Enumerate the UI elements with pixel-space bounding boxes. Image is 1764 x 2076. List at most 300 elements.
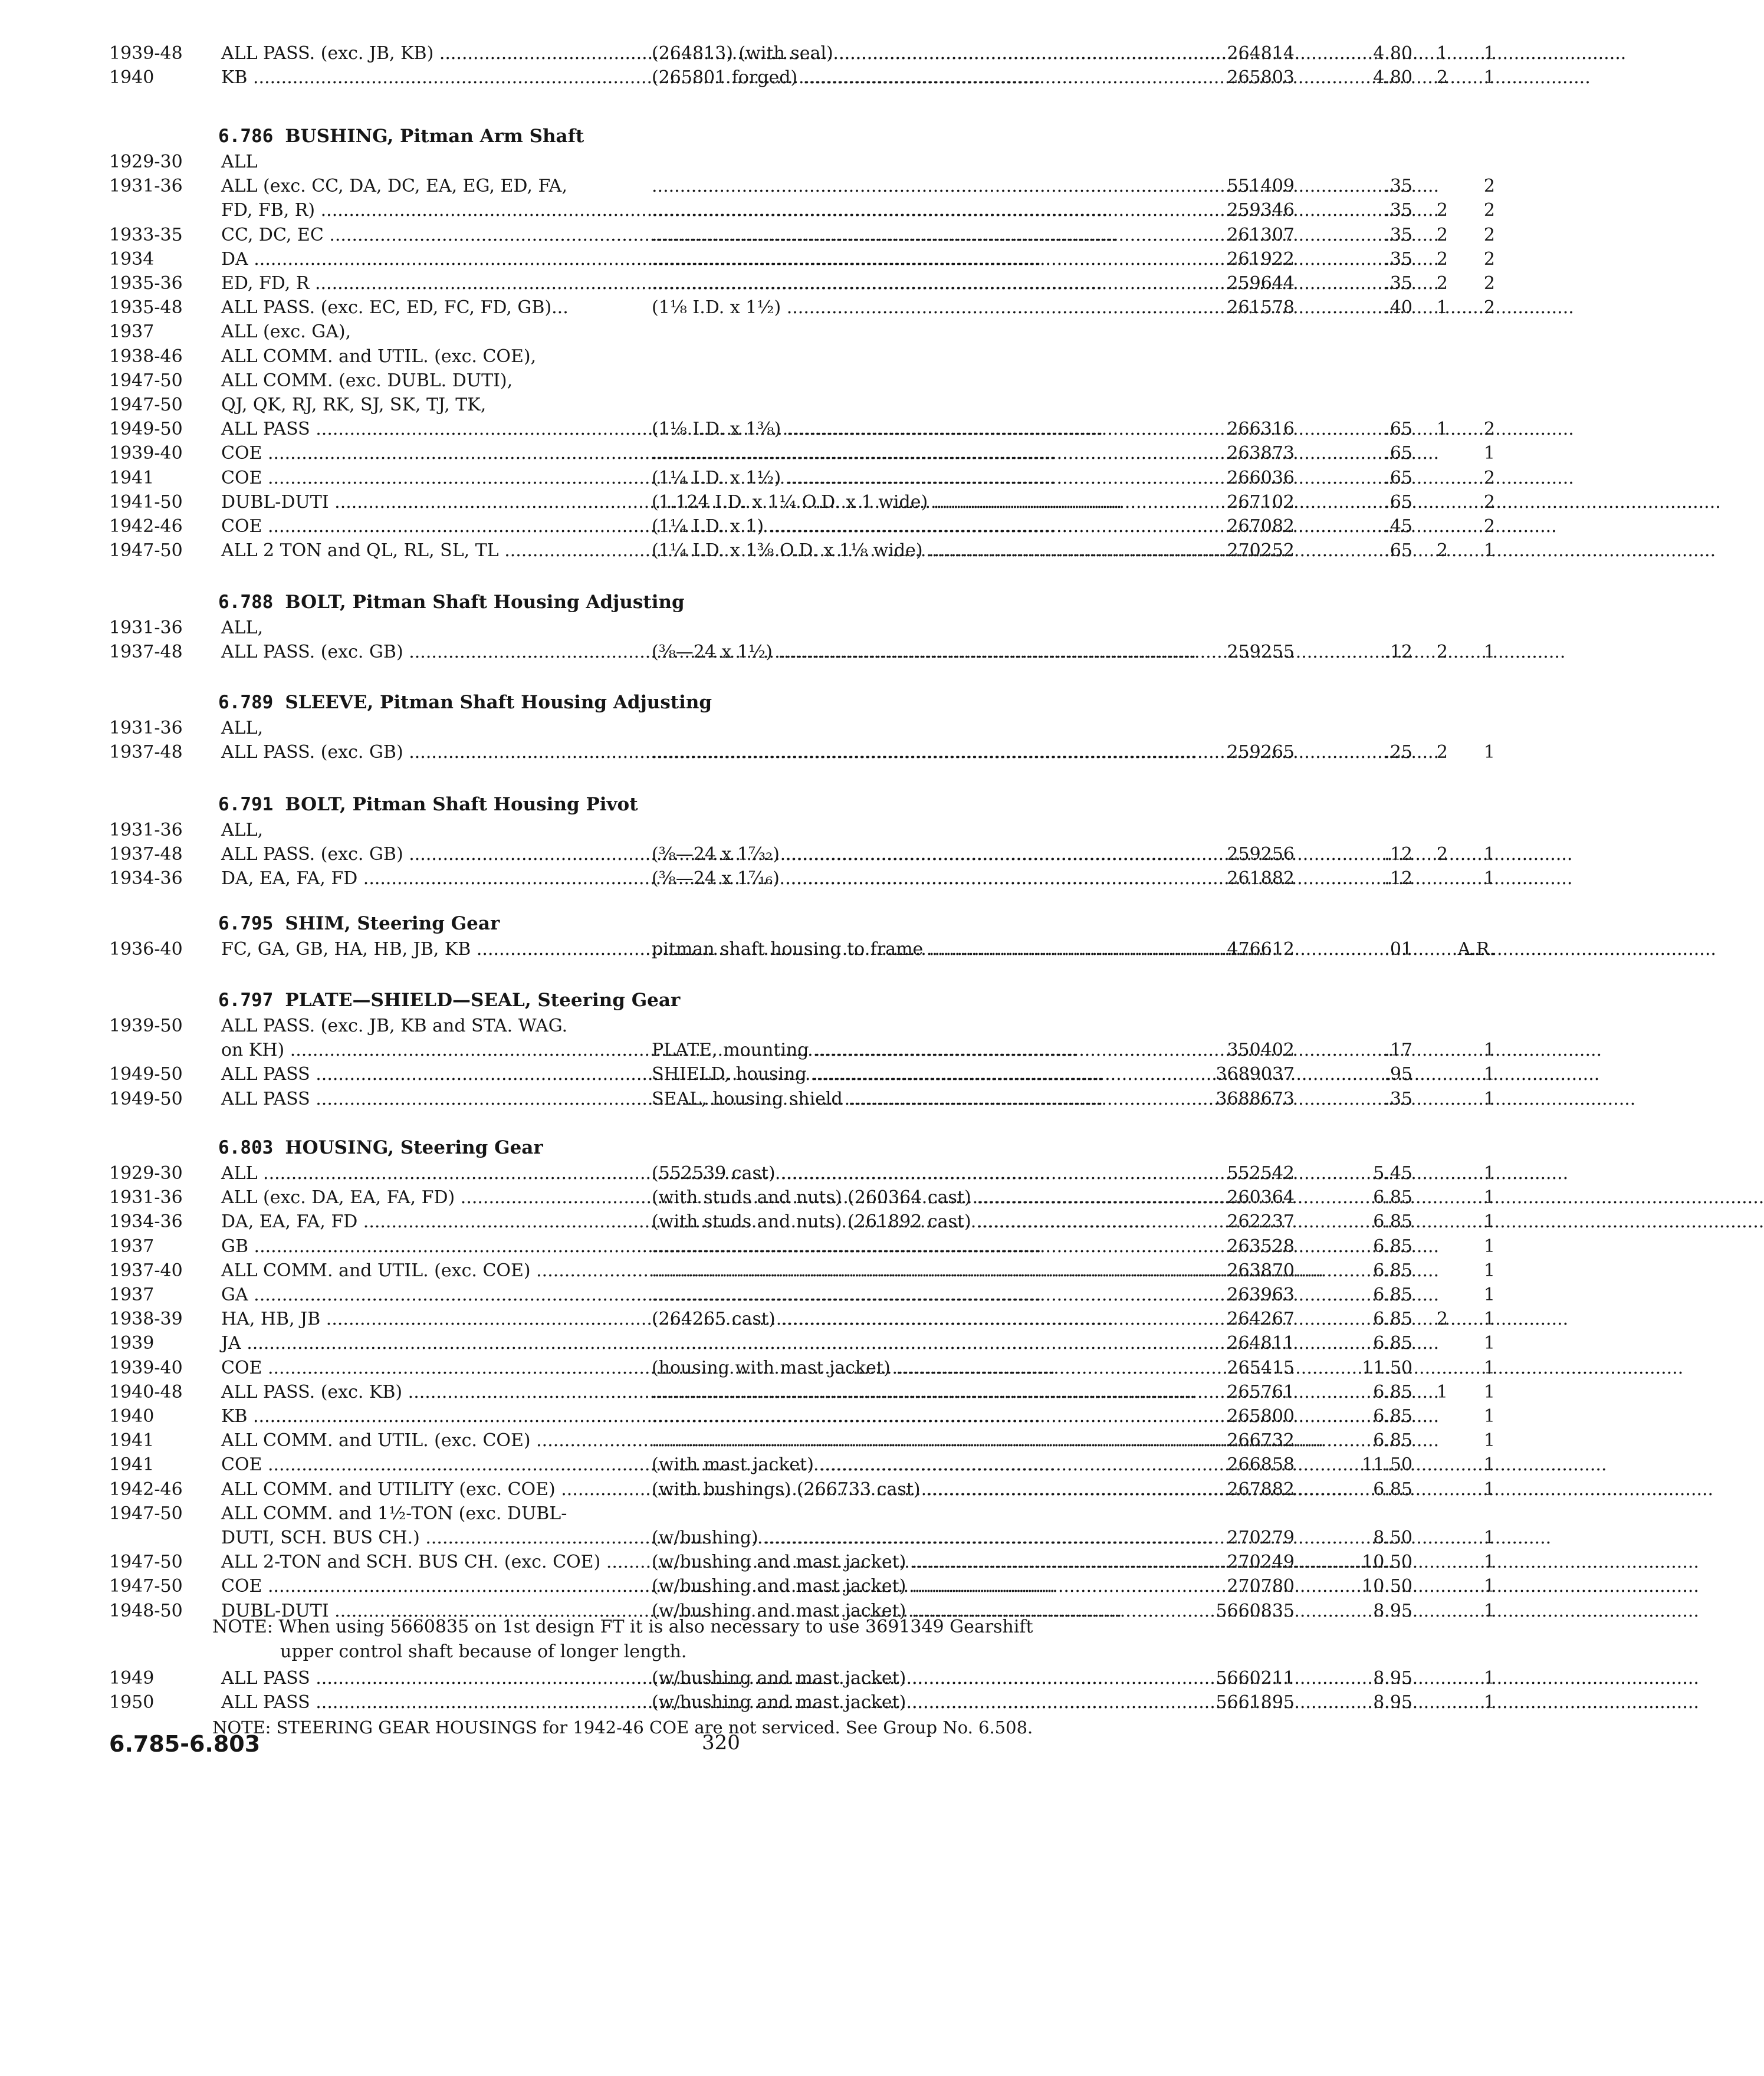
row-model: COE ..... — [221, 1453, 646, 1477]
row-model: ALL COMM. (exc. DUBL. DUTI), — [221, 370, 513, 391]
row-qty-a: 2 — [1436, 1309, 1448, 1330]
table-row — [109, 1283, 1525, 1308]
row-description: (264265 cast) ..... — [652, 1307, 1165, 1332]
table-row — [109, 1356, 1525, 1381]
row-part-number: 261307 — [1227, 224, 1295, 245]
section-title: BUSHING, Pitman Arm Shaft — [285, 126, 584, 147]
row-description: (1¼ I.D. x 1½) ..... — [652, 466, 1165, 491]
row-model: DA, EA, FA, FD ..... — [221, 866, 646, 891]
row-description: (1¼ I.D. x 1) ..... — [652, 514, 1165, 539]
row-model: ALL, — [221, 718, 264, 738]
row-qty-a: 1 — [1436, 1381, 1448, 1402]
row-qty-b: 1 — [1483, 1088, 1495, 1109]
row-part-number: 5661895 — [1216, 1692, 1295, 1713]
section-heading — [218, 690, 712, 715]
row-list-price: 4.80 — [1373, 43, 1412, 64]
row-model: ALL PASS. (exc. EC, ED, FC, FD, GB)... — [221, 297, 569, 318]
row-part-number: 270780 — [1227, 1576, 1295, 1597]
row-description: (1⅛ I.D. x 1⅜) ..... — [652, 417, 1165, 442]
note-housings: NOTE: STEERING GEAR HOUSINGS for 1942-46 COE are not serviced. See Group No. 6.508. — [212, 1717, 1033, 1737]
row-year: 1941-50 — [109, 491, 183, 513]
row-qty-b: 1 — [1483, 1600, 1495, 1621]
table-row — [109, 417, 1525, 442]
row-description — [652, 1380, 1165, 1405]
row-year: 1937-40 — [109, 1260, 183, 1281]
row-part-number: 270249 — [1227, 1552, 1295, 1573]
table-row — [109, 174, 1525, 199]
section-title: BOLT, Pitman Shaft Housing Pivot — [285, 794, 638, 815]
row-qty-b: 1 — [1483, 540, 1495, 561]
table-row — [109, 441, 1525, 466]
row-year: 1949-50 — [109, 1088, 183, 1109]
row-qty-b: 1 — [1483, 844, 1495, 865]
row-list-price: 8.95 — [1373, 1600, 1412, 1621]
row-qty-a: 2 — [1436, 844, 1448, 865]
row-part-number: 263528 — [1227, 1236, 1295, 1257]
row-part-number: 260364 — [1227, 1187, 1295, 1208]
row-description: (265801 forged) ..... — [652, 65, 1165, 90]
row-part-number: 270252 — [1227, 540, 1295, 561]
row-year: 1949-50 — [109, 419, 183, 440]
row-model: ALL (exc. GA), — [221, 321, 352, 343]
row-list-price: 11.50 — [1362, 1454, 1412, 1476]
row-year: 1937-48 — [109, 642, 183, 663]
section-title: PLATE—SHIELD—SEAL, Steering Gear — [285, 990, 681, 1011]
row-qty-a: 2 — [1436, 540, 1448, 561]
row-year: 1935-48 — [109, 297, 183, 318]
row-list-price: .65 — [1384, 443, 1412, 464]
row-year: 1947-50 — [109, 1503, 183, 1524]
row-model: QJ, QK, RJ, RK, SJ, SK, TJ, TK, — [221, 395, 487, 415]
row-part-number: 3688673 — [1216, 1088, 1295, 1109]
section-number: 6.795 — [218, 913, 274, 934]
row-model: DUBL-DUTI ..... — [221, 490, 646, 515]
row-description: (w/bushing) ..... — [652, 1526, 1165, 1551]
row-list-price: 5.45 — [1373, 1163, 1412, 1184]
row-year: 1942-46 — [109, 1479, 183, 1500]
footer-group-range: 6.785-6.803 — [109, 1731, 261, 1757]
row-year: 1931-36 — [109, 1187, 183, 1208]
section-number: 6.803 — [218, 1137, 274, 1158]
row-year: 1939 — [109, 1333, 155, 1354]
row-list-price: .35 — [1384, 1088, 1412, 1109]
row-part-number: 259265 — [1227, 742, 1295, 763]
row-description — [652, 174, 1165, 199]
row-part-number: 5660835 — [1216, 1600, 1295, 1621]
row-part-number: 265803 — [1227, 67, 1295, 88]
row-description: (264813) (with seal) ..... — [652, 41, 1165, 66]
row-qty-b: 2 — [1483, 273, 1495, 294]
row-list-price: 6.85 — [1373, 1333, 1412, 1354]
row-list-price: 6.85 — [1373, 1430, 1412, 1451]
row-part-number: 261882 — [1227, 868, 1295, 889]
row-model: COE ..... — [221, 441, 646, 466]
row-model: ALL COMM. and UTILITY (exc. COE) ..... — [221, 1477, 646, 1502]
row-year: 1940 — [109, 1406, 155, 1427]
row-list-price: 10.50 — [1362, 1576, 1412, 1597]
table-row — [109, 1087, 1525, 1112]
row-year: 1947-50 — [109, 540, 183, 561]
row-part-number: 261922 — [1227, 248, 1295, 270]
row-year: 1939-40 — [109, 443, 183, 464]
row-qty-b: 1 — [1483, 1381, 1495, 1402]
table-row — [109, 466, 1525, 491]
row-part-number: 263873 — [1227, 443, 1295, 464]
row-description: (⅜—24 x 1⁷⁄₃₂) ..... — [652, 842, 1165, 867]
row-description — [652, 441, 1165, 466]
row-part-number: 267082 — [1227, 516, 1295, 537]
row-qty-b: 2 — [1483, 200, 1495, 221]
row-description: (with studs and nuts) (261892 cast) ..... — [652, 1210, 1165, 1234]
row-part-number: 259256 — [1227, 844, 1295, 865]
section-number: 6.789 — [218, 692, 274, 713]
row-qty-b: 1 — [1483, 642, 1495, 663]
row-part-number: 261578 — [1227, 297, 1295, 318]
table-row — [109, 198, 1525, 223]
row-description: (housing with mast jacket) ..... — [652, 1356, 1165, 1381]
row-qty-a: 1 — [1436, 419, 1448, 440]
row-year: 1940-48 — [109, 1381, 183, 1402]
row-model: ALL COMM. and UTIL. (exc. COE) ..... — [221, 1259, 646, 1283]
row-qty-b: 2 — [1483, 467, 1495, 488]
row-part-number: 266316 — [1227, 419, 1295, 440]
row-model: DUBL-DUTI ..... — [221, 1599, 646, 1624]
row-model: ALL PASS ..... — [221, 1666, 646, 1691]
row-list-price: 10.50 — [1362, 1552, 1412, 1573]
row-description: (w/bushing and mast jacket) ..... — [652, 1599, 1165, 1624]
table-row — [109, 1161, 1525, 1186]
row-list-price: 6.85 — [1373, 1236, 1412, 1257]
row-model: GB ..... — [221, 1234, 646, 1259]
row-list-price: .45 — [1384, 516, 1412, 537]
row-year: 1948-50 — [109, 1600, 183, 1621]
row-model: ALL PASS. (exc. KB) ..... — [221, 1380, 646, 1405]
table-row — [109, 1404, 1525, 1429]
row-qty-b: 2 — [1483, 176, 1495, 197]
row-part-number: 270279 — [1227, 1528, 1295, 1548]
row-year: 1931-36 — [109, 820, 183, 840]
row-year: 1931-36 — [109, 718, 183, 738]
row-list-price: .40 — [1384, 297, 1412, 318]
row-description — [652, 1234, 1165, 1259]
row-description: (w/bushing and mast jacket) ..... — [652, 1574, 1165, 1599]
table-row — [109, 369, 1525, 393]
row-year: 1937 — [109, 1285, 155, 1305]
table-row — [109, 41, 1525, 66]
row-qty-a: 2 — [1436, 224, 1448, 245]
row-model: DA, EA, FA, FD ..... — [221, 1210, 646, 1234]
row-description: PLATE, mounting ..... — [652, 1038, 1165, 1063]
row-part-number: 259644 — [1227, 273, 1295, 294]
table-row — [109, 1307, 1525, 1332]
row-part-number: 551409 — [1227, 176, 1295, 197]
section-title: SLEEVE, Pitman Shaft Housing Adjusting — [285, 692, 712, 713]
row-model: KB ..... — [221, 1404, 646, 1429]
row-qty-a: 2 — [1436, 67, 1448, 88]
row-qty-a: 2 — [1436, 642, 1448, 663]
row-model: ALL, — [221, 820, 264, 840]
row-qty-b: 1 — [1483, 868, 1495, 889]
row-qty-b: 1 — [1483, 1040, 1495, 1061]
table-row — [109, 150, 1525, 175]
table-row — [109, 1502, 1525, 1526]
table-row — [109, 616, 1525, 640]
row-part-number: 263870 — [1227, 1260, 1295, 1281]
row-part-number: 552542 — [1227, 1163, 1295, 1184]
section-title: SHIM, Steering Gear — [285, 913, 500, 934]
row-year: 1939-40 — [109, 1357, 183, 1378]
row-description — [652, 1428, 1165, 1453]
row-description: SHIELD, housing ..... — [652, 1062, 1165, 1087]
row-model: ALL (exc. DA, EA, FA, FD) ..... — [221, 1185, 646, 1210]
row-qty-b: 1 — [1483, 1285, 1495, 1305]
row-description: SEAL, housing shield ..... — [652, 1087, 1165, 1112]
row-qty-b: 2 — [1483, 224, 1495, 245]
table-row — [109, 1477, 1525, 1502]
row-part-number: 266732 — [1227, 1430, 1295, 1451]
row-qty-b: 1 — [1483, 1211, 1495, 1233]
row-list-price: .65 — [1384, 467, 1412, 488]
row-list-price: 6.85 — [1373, 1260, 1412, 1281]
row-model: COE ..... — [221, 1356, 646, 1381]
table-row — [109, 1550, 1525, 1575]
table-row — [109, 344, 1525, 369]
row-part-number: 262237 — [1227, 1211, 1295, 1233]
table-row — [109, 393, 1525, 418]
row-qty-b: 1 — [1483, 43, 1495, 64]
table-row — [109, 1210, 1525, 1234]
section-number: 6.786 — [218, 126, 274, 147]
section-heading — [218, 124, 584, 149]
row-qty-b: 2 — [1483, 419, 1495, 440]
row-model: ALL COMM. and 1½-TON (exc. DUBL- — [221, 1503, 567, 1524]
row-list-price: 8.95 — [1373, 1668, 1412, 1689]
row-qty-b: 1 — [1483, 1576, 1495, 1597]
row-part-number: 263963 — [1227, 1285, 1295, 1305]
row-qty-a: 1 — [1436, 297, 1448, 318]
section-heading — [218, 988, 680, 1013]
row-qty-b: 1 — [1483, 1430, 1495, 1451]
table-row — [109, 1038, 1525, 1063]
row-model: ALL COMM. and UTIL. (exc. COE) ..... — [221, 1428, 646, 1453]
row-year: 1941 — [109, 1430, 155, 1451]
page-number: 320 — [702, 1731, 740, 1755]
row-qty-b: 2 — [1483, 248, 1495, 270]
row-model: ALL PASS ..... — [221, 417, 646, 442]
row-description — [652, 198, 1165, 223]
row-year: 1947-50 — [109, 1576, 183, 1597]
row-part-number: 267102 — [1227, 491, 1295, 513]
row-year: 1941 — [109, 1454, 155, 1476]
table-row — [109, 295, 1525, 320]
row-qty-b: 2 — [1483, 491, 1495, 513]
row-qty-b: 1 — [1483, 1064, 1495, 1085]
row-list-price: .35 — [1384, 176, 1412, 197]
row-description: (1¼ I.D. x 1⅜ O.D. x 1⅛ wide) ..... — [652, 538, 1165, 563]
row-model: CC, DC, EC ..... — [221, 223, 646, 248]
row-part-number: 266858 — [1227, 1454, 1295, 1476]
row-year: 1937 — [109, 1236, 155, 1257]
row-qty-b: 2 — [1483, 516, 1495, 537]
row-model: GA ..... — [221, 1283, 646, 1308]
note-gearshift-line2: upper control shaft because of longer length. — [280, 1641, 687, 1662]
row-list-price: 8.95 — [1373, 1692, 1412, 1713]
section-title: BOLT, Pitman Shaft Housing Adjusting — [285, 592, 685, 613]
row-qty-b: A.R. — [1457, 939, 1495, 960]
row-year: 1929-30 — [109, 152, 183, 172]
table-row — [109, 1428, 1525, 1453]
row-part-number: 259346 — [1227, 200, 1295, 221]
row-part-number: 264267 — [1227, 1309, 1295, 1330]
table-row — [109, 866, 1525, 891]
row-year: 1934-36 — [109, 1211, 183, 1233]
row-year: 1940 — [109, 67, 155, 88]
row-year: 1941 — [109, 467, 155, 488]
row-description — [652, 223, 1165, 248]
row-model: DA ..... — [221, 247, 646, 272]
row-description — [652, 1331, 1165, 1356]
row-list-price: .12 — [1384, 844, 1412, 865]
row-description: pitman shaft housing to frame ..... — [652, 937, 1165, 962]
table-row — [109, 842, 1525, 867]
row-year: 1937-48 — [109, 844, 183, 865]
row-list-price: 6.85 — [1373, 1381, 1412, 1402]
table-row — [109, 1453, 1525, 1477]
row-year: 1938-46 — [109, 346, 183, 367]
row-part-number: 350402 — [1227, 1040, 1295, 1061]
table-row — [109, 271, 1525, 296]
table-row — [109, 514, 1525, 539]
row-qty-a: 2 — [1436, 248, 1448, 270]
row-qty-a: 2 — [1436, 273, 1448, 294]
row-description — [652, 740, 1165, 765]
table-row — [109, 640, 1525, 665]
row-model: ALL (exc. CC, DA, DC, EA, EG, ED, FA, — [221, 176, 567, 197]
row-qty-b: 1 — [1483, 1163, 1495, 1184]
row-year: 1949-50 — [109, 1064, 183, 1085]
row-part-number: 267882 — [1227, 1479, 1295, 1500]
row-qty-a: 2 — [1436, 200, 1448, 221]
row-description — [652, 1404, 1165, 1429]
row-qty-b: 1 — [1483, 1187, 1495, 1208]
row-qty-b: 1 — [1483, 1406, 1495, 1427]
row-model: JA ..... — [221, 1331, 646, 1356]
row-model: ALL ..... — [221, 1161, 646, 1186]
row-year: 1934-36 — [109, 868, 183, 889]
row-list-price: .17 — [1384, 1040, 1412, 1061]
row-part-number: 265415 — [1227, 1357, 1295, 1378]
row-year: 1939-50 — [109, 1016, 183, 1036]
row-list-price: .65 — [1384, 540, 1412, 561]
row-model: ALL PASS. (exc. GB) ..... — [221, 740, 646, 765]
table-row — [109, 1690, 1525, 1715]
table-row — [109, 1014, 1525, 1039]
table-row — [109, 818, 1525, 843]
table-row — [109, 538, 1525, 563]
row-year: 1947-50 — [109, 395, 183, 415]
row-qty-b: 1 — [1483, 1454, 1495, 1476]
row-description: (⅜—24 x 1½) ..... — [652, 640, 1165, 665]
row-list-price: 6.85 — [1373, 1187, 1412, 1208]
row-description: (with bushings) (266733 cast) ..... — [652, 1477, 1165, 1502]
row-year: 1929-30 — [109, 1163, 183, 1184]
row-part-number: 265800 — [1227, 1406, 1295, 1427]
row-description: (w/bushing and mast jacket) ..... — [652, 1550, 1165, 1575]
table-row — [109, 1234, 1525, 1259]
table-row — [109, 1666, 1525, 1691]
row-qty-a: 2 — [1436, 742, 1448, 763]
row-model: COE ..... — [221, 1574, 646, 1599]
row-model: COE ..... — [221, 514, 646, 539]
row-qty-b: 1 — [1483, 1357, 1495, 1378]
row-description: (⅜—24 x 1⁷⁄₁₆) ..... — [652, 866, 1165, 891]
section-number: 6.791 — [218, 794, 274, 815]
row-qty-b: 1 — [1483, 742, 1495, 763]
row-model: ALL PASS. (exc. JB, KB and STA. WAG. — [221, 1016, 568, 1036]
row-list-price: 6.85 — [1373, 1406, 1412, 1427]
table-row — [109, 937, 1525, 962]
table-row — [109, 740, 1525, 765]
row-part-number: 264814 — [1227, 43, 1295, 64]
row-list-price: .35 — [1384, 224, 1412, 245]
row-model: ALL PASS. (exc. GB) ..... — [221, 640, 646, 665]
row-part-number: 264811 — [1227, 1333, 1295, 1354]
section-number: 6.788 — [218, 592, 274, 613]
row-description: (w/bushing and mast jacket) ..... — [652, 1666, 1165, 1691]
row-year: 1939-48 — [109, 43, 183, 64]
row-part-number: 265761 — [1227, 1381, 1295, 1402]
row-list-price: .95 — [1384, 1064, 1412, 1085]
row-qty-b: 2 — [1483, 297, 1495, 318]
section-heading — [218, 1135, 543, 1160]
row-list-price: .35 — [1384, 273, 1412, 294]
row-model: ALL PASS. (exc. JB, KB) ..... — [221, 41, 646, 66]
row-year: 1936-40 — [109, 939, 183, 960]
row-description: (552539 cast) ..... — [652, 1161, 1165, 1186]
row-year: 1935-36 — [109, 273, 183, 294]
row-model: KB ..... — [221, 65, 646, 90]
row-qty-b: 1 — [1483, 1692, 1495, 1713]
row-model: on KH) ..... — [221, 1038, 646, 1063]
row-list-price: .25 — [1384, 742, 1412, 763]
row-list-price: 8.50 — [1373, 1528, 1412, 1548]
row-model: FC, GA, GB, HA, HB, JB, KB ..... — [221, 937, 646, 962]
row-description — [652, 1259, 1165, 1283]
row-list-price: .35 — [1384, 200, 1412, 221]
section-title: HOUSING, Steering Gear — [285, 1137, 543, 1158]
row-description: (with studs and nuts) (260364 cast) ..... — [652, 1185, 1165, 1210]
note-gearshift — [212, 1615, 1033, 1664]
row-year: 1933-35 — [109, 224, 183, 245]
row-list-price: 6.85 — [1373, 1211, 1412, 1233]
row-list-price: .65 — [1384, 491, 1412, 513]
table-row — [109, 65, 1525, 90]
row-list-price: 6.85 — [1373, 1309, 1412, 1330]
row-year: 1931-36 — [109, 617, 183, 638]
row-model: ALL PASS. (exc. GB) ..... — [221, 842, 646, 867]
row-model: ALL PASS ..... — [221, 1690, 646, 1715]
row-description: (1.124 I.D. x 1¼ O.D. x 1 wide) ..... — [652, 490, 1165, 515]
row-qty-b: 1 — [1483, 1309, 1495, 1330]
row-model: COE ..... — [221, 466, 646, 491]
table-row — [109, 716, 1525, 741]
row-model: HA, HB, JB ..... — [221, 1307, 646, 1332]
table-row — [109, 247, 1525, 272]
row-qty-b: 1 — [1483, 1260, 1495, 1281]
row-list-price: 6.85 — [1373, 1479, 1412, 1500]
row-qty-b: 1 — [1483, 1528, 1495, 1548]
table-row — [109, 320, 1525, 344]
